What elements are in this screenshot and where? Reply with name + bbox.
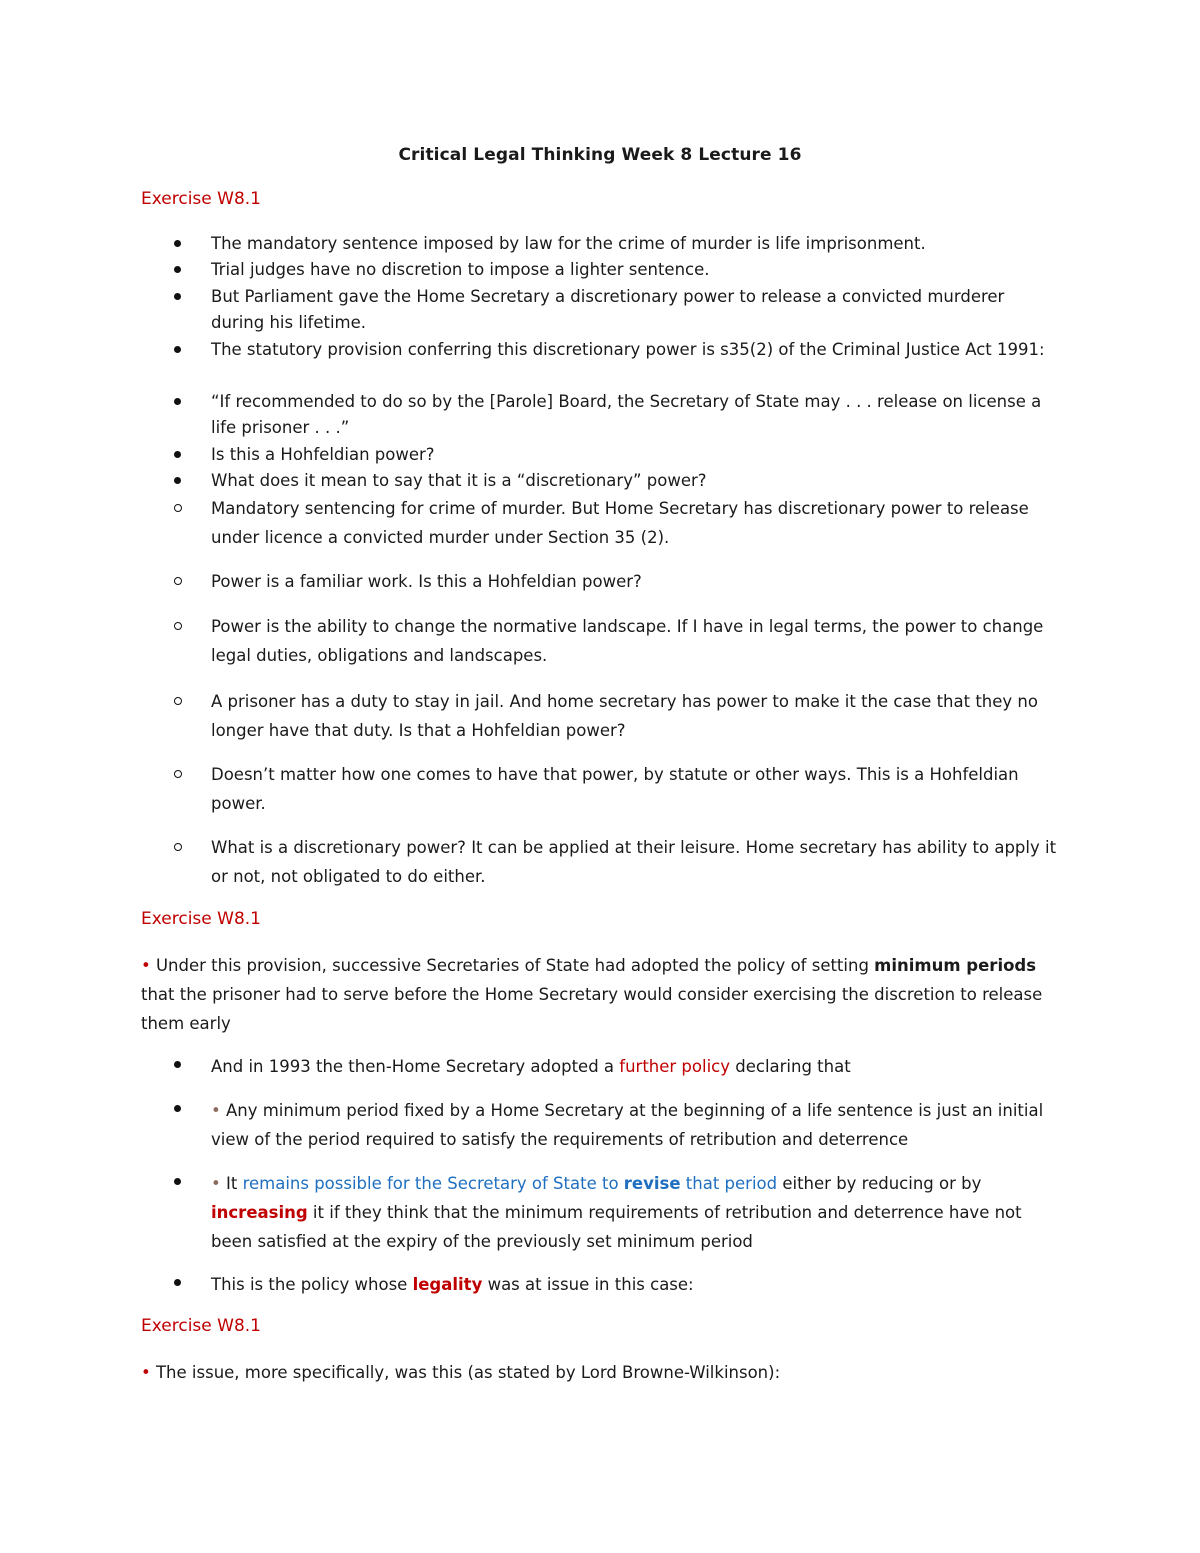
bullet-icon bbox=[174, 1096, 190, 1125]
bullet-icon bbox=[174, 337, 190, 363]
document-page: Critical Legal Thinking Week 8 Lecture 16 Exercise W8.1 The mandatory sentence imposed by law for the crime of murder is life imprisonment. Trial judges have no discretion to impose a lighter sentence. But Parliament gave the Home Secretary a discretionary power to release a convicted murderer during his lifetime. The statutory provision conferring this discretionary power is s35(2) of the Criminal Justice Act 1991: “If recommended to do so by the [Parole] Board, the Secretary of State may . . . release on license a life prisoner . . .” Is this a Hohfeldian power? What does it mean to say that it is a “discretionary” power? Mandatory sentencing for crime of murder. But Home Secretary has discretionary power to release under licence a convicted murder under Section 35 (2). Power is a familiar work. Is this a Hohfeldian power? Power is the ability to change the normative landscape. If I have in legal terms, the power to change legal duties, obligations and landscapes. A prisoner has a duty to stay in jail. And home secretary has power to make it the case that they no longer have that duty. Is that a Hohfeldian power? Doesn’t matter how one comes to have that power, by statute or other ways. This is a Hohfeldian power. What is a discretionary power? It can be applied at their leisure. Home secretary has ability to apply it or not, not obligated to do either. Exercise W8.1 • Under this provision, successive Secretaries of State had adopted the policy of setting minimum periods that the prisoner had to serve before the Home Secretary would consider exercising the discretion to release them early And in 1993 the then-Home Secretary adopted a further policy declaring that • Any minimum period fixed by a Home Secretary at the beginning of a life sentence is just an initial view of the period required to satisfy the requirements of retribution and deterrence • It remains possible for the Secretary of State to revise that period either by reducing or by increasing it if they think that the minimum requirements of retribution and deterrence have not been satisfied at the expiry of the previously set minimum period This is the policy whose legality was at issue in this case: Exercise W8.1 • The issue, more specifically, was this (as stated by Lord Browne-Wilkinson): bbox=[0, 0, 1200, 1553]
inner-bullet-icon: • bbox=[211, 1174, 221, 1193]
page-title: Critical Legal Thinking Week 8 Lecture 16 bbox=[398, 145, 802, 165]
list-item-text: Doesn’t matter how one comes to have that power, by statute or other ways. This is a Hohfeldian power. bbox=[211, 765, 1019, 813]
list-item-text: A prisoner has a duty to stay in jail. And home secretary has power to make it the case that they no longer have that duty. Is that a Hohfeldian power? bbox=[211, 692, 1038, 740]
list-item-text: The statutory provision conferring this discretionary power is s35(2) of the Criminal Justice Act 1991: bbox=[211, 340, 1045, 359]
bullet-icon bbox=[174, 1270, 190, 1299]
bullet-icon: • bbox=[141, 1363, 151, 1382]
circle-bullet-icon bbox=[174, 687, 190, 716]
list-item-text: What is a discretionary power? It can be applied at their leisure. Home secretary has ability to apply it or not, not obligated to do either. bbox=[211, 838, 1057, 886]
list-item-text: But Parliament gave the Home Secretary a discretionary power to release a convicted murderer during his lifetime. bbox=[211, 287, 1005, 332]
list-item-text: “If recommended to do so by the [Parole] Board, the Secretary of State may . . . release on license a life prisoner . . .” bbox=[211, 392, 1042, 437]
section-heading: Exercise W8.1 bbox=[141, 189, 261, 209]
circle-bullet-icon bbox=[174, 833, 190, 862]
list-item-text: Is this a Hohfeldian power? bbox=[211, 445, 435, 464]
circle-bullet-icon bbox=[174, 760, 190, 789]
list-item-text: Power is a familiar work. Is this a Hohfeldian power? bbox=[211, 572, 642, 591]
list-item-text: Power is the ability to change the normative landscape. If I have in legal terms, the power to change legal duties, obligations and landscapes. bbox=[211, 617, 1044, 665]
bullet-icon bbox=[174, 1169, 190, 1198]
list-item-text: The mandatory sentence imposed by law for the crime of murder is life imprisonment. bbox=[211, 234, 926, 253]
bullet-icon bbox=[174, 468, 190, 494]
bullet-icon bbox=[174, 442, 190, 468]
inner-bullet-icon: • bbox=[211, 1101, 221, 1120]
section-heading: Exercise W8.1 bbox=[141, 909, 261, 929]
list-item-text: What does it mean to say that it is a “discretionary” power? bbox=[211, 471, 707, 490]
bullet-icon bbox=[174, 1052, 190, 1081]
circle-bullet-icon bbox=[174, 612, 190, 641]
bullet-icon bbox=[174, 284, 190, 310]
list-item-text: Trial judges have no discretion to impose a lighter sentence. bbox=[211, 260, 710, 279]
bullet-icon: • bbox=[141, 956, 151, 975]
list-item-text: Mandatory sentencing for crime of murder. But Home Secretary has discretionary power to release under licence a convicted murder under Section 35 (2). bbox=[211, 499, 1029, 547]
bullet-icon bbox=[174, 257, 190, 283]
circle-bullet-icon bbox=[174, 494, 190, 523]
circle-bullet-icon bbox=[174, 567, 190, 596]
bullet-icon bbox=[174, 389, 190, 415]
bullet-icon bbox=[174, 231, 190, 257]
section-heading: Exercise W8.1 bbox=[141, 1316, 261, 1336]
